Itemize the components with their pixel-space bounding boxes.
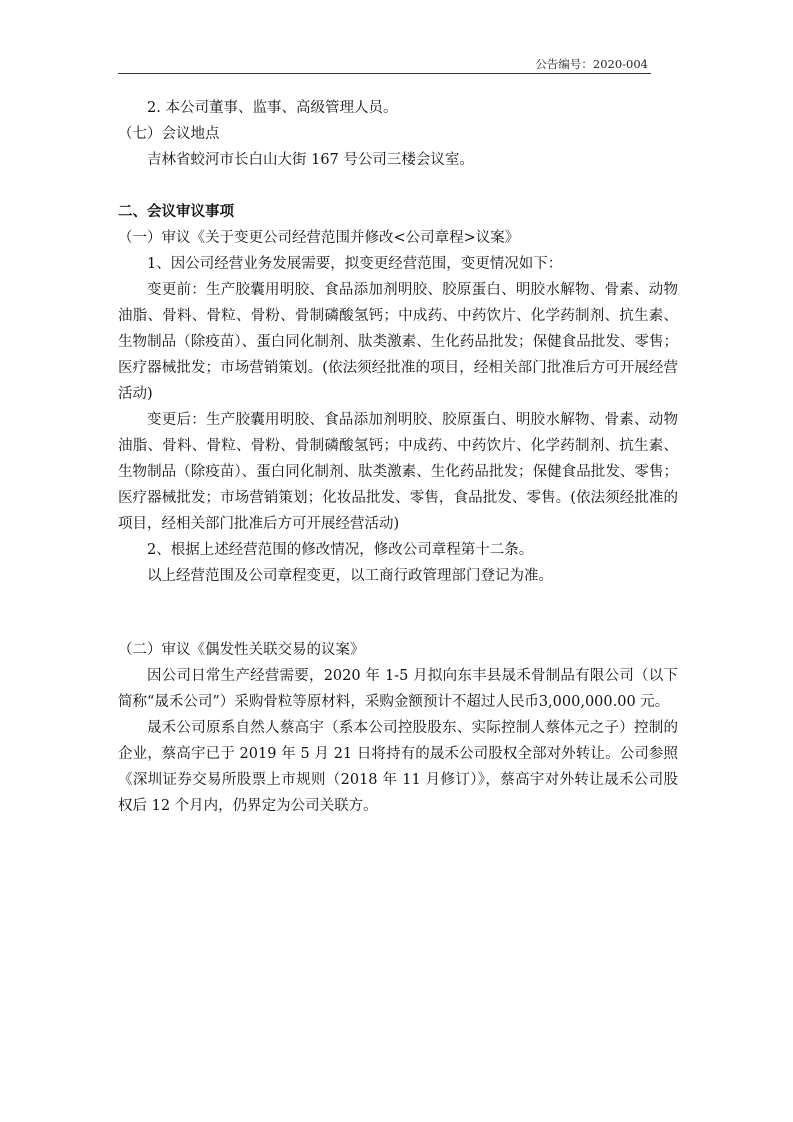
proposal-1-item-1: 1、因公司经营业务发展需要，拟变更经营范围，变更情况如下： xyxy=(147,256,563,272)
scope-before-change: 变更前：生产胶囊用明胶、食品添加剂明胶、胶原蛋白、明胶水解物、骨素、动物油脂、骨料、骨粒、骨粉、骨制磷酸氢钙；中成药、中药饮片、化学药制剂、抗生素、生物制品（除疫苗）、蛋白同化制剂、肽类激素、生化药品批发；保健食品批发、零售；医疗器械批发；市场营销策划。(依法须经批准的项目，经相关部门批准后方可开展经营活动) xyxy=(118,282,678,402)
document-body xyxy=(118,95,678,819)
proposal-1-item-2: 2、根据上述经营范围的修改情况，修改公司章程第十二条。 xyxy=(147,542,534,558)
spacer xyxy=(118,173,678,199)
proposal-2-title: （二）审议《偶发性关联交易的议案》 xyxy=(118,642,365,658)
attendee-item-2: 2. 本公司董事、监事、高级管理人员。 xyxy=(147,100,398,116)
proposal-1-title: （一）审议《关于变更公司经营范围并修改<公司章程>议案》 xyxy=(118,230,520,246)
section-title-agenda: 二、会议审议事项 xyxy=(118,204,234,220)
scope-after-change: 变更后：生产胶囊用明胶、食品添加剂明胶、胶原蛋白、明胶水解物、骨素、动物油脂、骨料、骨粒、骨粉、骨制磷酸氢钙；中成药、中药饮片、化学药制剂、抗生素、生物制品（除疫苗）、蛋白同化制剂、肽类激素、生化药品批发；保健食品批发、零售；医疗器械批发；市场营销策划；化妆品批发、零售，食品批发、零售。(依法须经批准的项目，经相关部门批准后方可开展经营活动) xyxy=(118,412,678,532)
proposal-2-paragraph-1: 因公司日常生产经营需要，2020 年 1-5 月拟向东丰县晟禾骨制品有限公司（以下简称“晟禾公司”）采购骨粒等原材料，采购金额预计不超过人民币3,000,000.00 元。 xyxy=(118,668,678,710)
meeting-location-heading: （七）会议地点 xyxy=(118,126,220,142)
document-number: 公告编号：2020-004 xyxy=(535,57,648,71)
meeting-location: 吉林省蛟河市长白山大街 167 号公司三楼会议室。 xyxy=(147,152,474,168)
spacer xyxy=(118,589,678,615)
spacer xyxy=(118,615,678,637)
proposal-1-note: 以上经营范围及公司章程变更，以工商行政管理部门登记为准。 xyxy=(147,568,553,584)
proposal-2-paragraph-2: 晟禾公司原系自然人蔡高宇（系本公司控股股东、实际控制人蔡体元之子）控制的企业，蔡高宇已于 2019 年 5 月 21 日将持有的晟禾公司股权全部对外转让。公司参照《深圳证券交易所股票上市规则（2018 年 11 月修订）》，蔡高宇对外转让晟禾公司股权后 12 个月内，仍界定为公司关联方。 xyxy=(118,720,678,814)
header-divider xyxy=(118,73,651,74)
